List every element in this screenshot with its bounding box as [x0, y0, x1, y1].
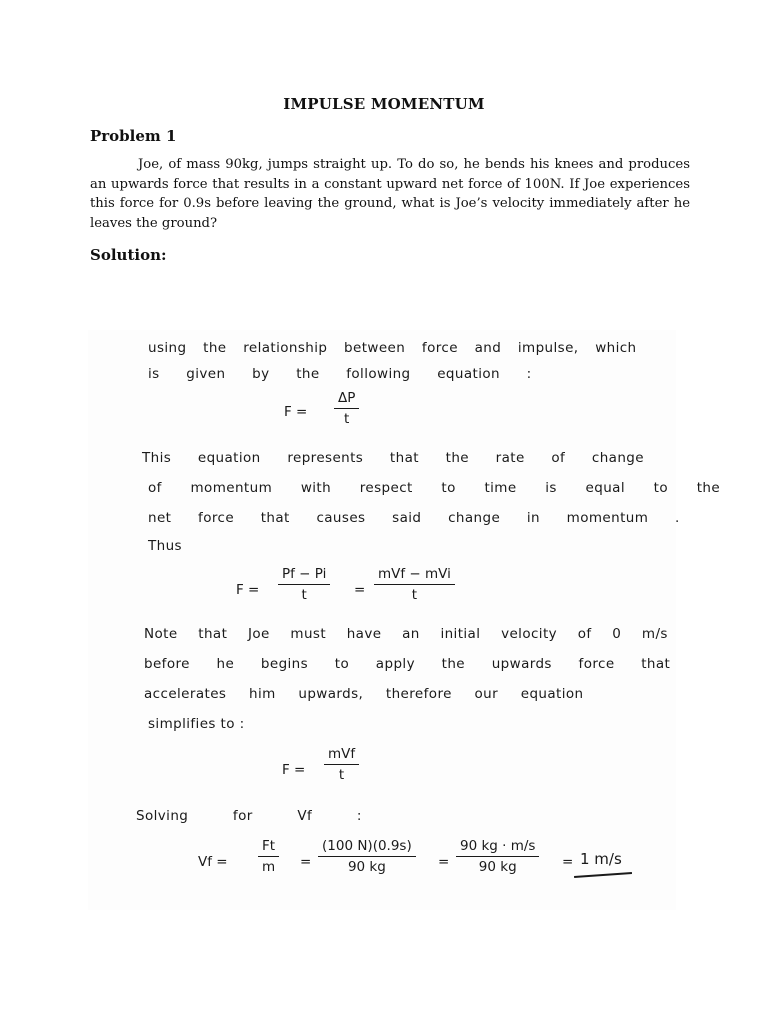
eq3-denominator: t — [338, 767, 345, 784]
eq2-denominator-2: t — [411, 587, 418, 604]
eq2-numerator-1: Pf − Pi — [282, 566, 327, 582]
hw-line-2: is given by the following equation : — [148, 366, 532, 382]
eq2-denominator-1: t — [301, 587, 307, 604]
hw-line-7: Note that Joe must have an initial velocity of 0 m/s — [144, 626, 668, 642]
problem-heading: Problem 1 — [90, 127, 177, 145]
eq4-numerator-1: Ft — [262, 838, 276, 854]
eq4-equals-2: = — [438, 854, 450, 870]
eq4-denominator-3: 90 kg — [478, 859, 517, 876]
eq4-fraction-3 — [456, 838, 539, 875]
eq4-equals-1: = — [300, 854, 312, 870]
eq4-numerator-3: 90 kg · m/s — [460, 838, 536, 854]
eq1-lhs: F = — [284, 404, 308, 420]
hw-line-4: of momentum with respect to time is equal to the — [148, 480, 721, 496]
result-underline — [574, 872, 632, 878]
eq2-equals: = — [354, 582, 366, 598]
hw-line-5: net force that causes said change in momentum . — [148, 510, 680, 526]
eq2-fraction-2 — [374, 566, 455, 603]
eq4-numerator-2: (100 N)(0.9s) — [322, 838, 412, 854]
eq1-numerator: ΔP — [338, 390, 356, 406]
hw-line-9: accelerates him upwards, therefore our equation — [144, 686, 584, 702]
eq2-numerator-2: mVf − mVi — [378, 566, 451, 582]
eq4-denominator-2: 90 kg — [347, 859, 386, 876]
eq4-lhs: Vf = — [198, 854, 228, 870]
eq1-fraction — [334, 390, 359, 427]
eq3-fraction — [324, 746, 359, 783]
eq4-fraction-1 — [258, 838, 279, 875]
eq4-result: 1 m/s — [580, 850, 622, 868]
hw-line-3: This equation represents that the rate of change — [142, 450, 644, 466]
eq4-denominator-1: m — [262, 859, 276, 876]
handwritten-solution-scan — [88, 330, 721, 910]
eq2-lhs: F = — [236, 582, 260, 598]
hw-line-6: Thus — [148, 538, 182, 554]
eq3-lhs: F = — [282, 762, 306, 778]
hw-line-11: Solving for Vf : — [136, 808, 362, 824]
eq4-equals-3: = — [562, 854, 574, 870]
document-title: IMPULSE MOMENTUM — [283, 95, 485, 113]
eq1-denominator: t — [344, 411, 350, 428]
eq3-numerator: mVf — [328, 746, 356, 762]
hw-line-10: simplifies to : — [148, 716, 245, 732]
eq2-fraction-1 — [278, 566, 330, 603]
eq4-fraction-2 — [318, 838, 416, 875]
solution-heading: Solution: — [90, 246, 167, 264]
problem-statement: Joe, of mass 90kg, jumps straight up. To do so, he bends his knees and produces an upwards force that results in a constant upward net force of 100N. If Joe experiences this force for 0.9s before leaving the ground, what is Joe’s velocity immediately after he leaves the ground? — [90, 157, 690, 231]
hw-line-1: using the relationship between force and impulse, which — [148, 340, 637, 356]
hw-line-8: before he begins to apply the upwards force that — [144, 656, 671, 672]
